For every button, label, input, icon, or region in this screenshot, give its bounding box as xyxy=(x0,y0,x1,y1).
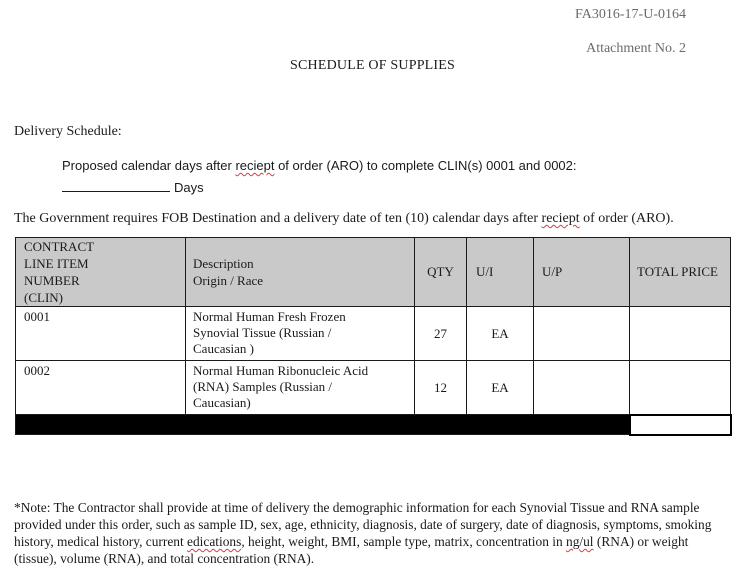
spelling-flag-edications: edications xyxy=(187,534,242,549)
page-title: SCHEDULE OF SUPPLIES xyxy=(290,58,456,73)
header-desc-line: Description xyxy=(193,256,254,271)
days-blank-field[interactable] xyxy=(62,179,170,192)
description-cell xyxy=(186,307,415,361)
total-row xyxy=(16,415,731,435)
table-header-row xyxy=(16,238,731,307)
note-text: (RNA) or weight (tissue), volume (RNA), and total concentration (RNA). xyxy=(14,534,689,566)
header-clin-line: CONTRACT xyxy=(24,239,95,254)
header-total-price: TOTAL PRICE xyxy=(630,238,731,307)
blacked-out-bar xyxy=(16,415,630,435)
description-line: Synovial Tissue (Russian / xyxy=(193,325,332,340)
header-unit-issue: U/I xyxy=(467,238,534,307)
header-clin-line: LINE ITEM xyxy=(24,256,89,271)
fob-text-end: of order (ARO). xyxy=(579,211,674,226)
proposed-text-start: Proposed calendar days after xyxy=(62,158,236,173)
unit-price-cell[interactable] xyxy=(534,307,630,361)
header-qty: QTY xyxy=(415,238,467,307)
spelling-flag-reciept: reciept xyxy=(541,211,580,226)
total-price-cell[interactable] xyxy=(630,307,731,361)
qty-cell: 27 xyxy=(415,307,467,361)
description-line: Caucasian ) xyxy=(193,341,255,356)
description-line: Caucasian) xyxy=(193,395,251,410)
document-id: FA3016-17-U-0164 xyxy=(575,7,686,22)
header-desc-line: Origin / Race xyxy=(193,273,264,288)
clin-cell: 0001 xyxy=(16,307,186,361)
days-label: Days xyxy=(174,180,204,195)
days-entry-line xyxy=(62,179,204,195)
table-row xyxy=(16,307,731,361)
header-description xyxy=(186,238,415,307)
unit-issue-cell: EA xyxy=(467,307,534,361)
description-cell xyxy=(186,361,415,415)
note-text: *Note: The Contractor shall provide at time of delivery the demographic information for each Synovial Tissue and RNA sample provided under this order, such as sample ID, sex, age, ethnicity, diagnosis, date of surgery, date of diagnosis, symptoms, smoking history, medical history, current xyxy=(14,500,712,549)
fob-destination-text xyxy=(14,211,674,227)
fob-text-start: The Government requires FOB Destination and a delivery date of ten (10) calendar days after xyxy=(14,211,542,226)
unit-price-cell[interactable] xyxy=(534,361,630,415)
clin-cell: 0002 xyxy=(16,361,186,415)
grand-total-cell[interactable] xyxy=(630,415,731,435)
description-line: Normal Human Fresh Frozen xyxy=(193,309,346,324)
note-text: , height, weight, BMI, sample type, matrix, concentration in xyxy=(241,534,566,549)
description-line: (RNA) Samples (Russian / xyxy=(193,379,333,394)
total-price-cell[interactable] xyxy=(630,361,731,415)
header-unit-price: U/P xyxy=(534,238,630,307)
delivery-schedule-label: Delivery Schedule: xyxy=(14,124,122,139)
proposed-days-text xyxy=(62,158,577,173)
header-clin-line: NUMBER xyxy=(24,273,80,288)
qty-cell: 12 xyxy=(415,361,467,415)
demographics-note xyxy=(14,499,732,567)
description-line: Normal Human Ribonucleic Acid xyxy=(193,363,369,378)
spelling-flag-ngul: ng/ul xyxy=(566,534,594,549)
header-clin xyxy=(16,238,186,307)
table-row xyxy=(16,361,731,415)
schedule-table xyxy=(15,237,732,436)
attachment-label: Attachment No. 2 xyxy=(586,41,686,56)
unit-issue-cell: EA xyxy=(467,361,534,415)
proposed-text-end: of order (ARO) to complete CLIN(s) 0001 and 0002: xyxy=(274,158,577,173)
spelling-flag-reciept: reciept xyxy=(235,158,275,173)
header-clin-line: (CLIN) xyxy=(24,290,63,305)
